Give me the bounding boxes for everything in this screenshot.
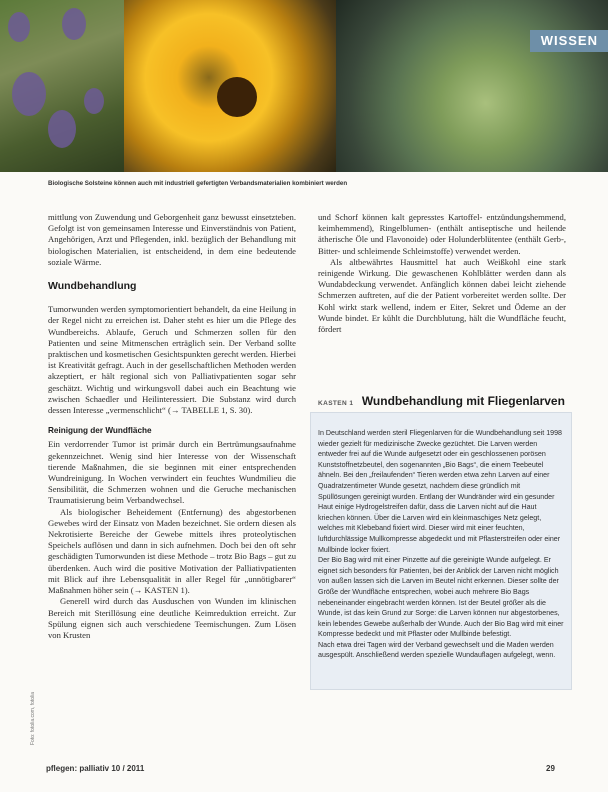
- heading-wundbehandlung: Wundbehandlung: [48, 280, 137, 293]
- paragraph: Als biologischer Beheidement (Entfernung) des abgestorbenen Gewebes wird der Einsatz von Maden bezeichnet. Sie ordern diesen als Nekrotisierte Bereiche der Gewebe mittels ihres proteolytischen Speichels auflösen und dann in sich aufnehmen. Doch bei den oft sehr geschädigten Tumorwunden ist diese Methode – trotz Bio Bags – gut zu überdenken. Auch wird die positive Motivation der Palliativpatienten mit Blick auf ihre Lebensqualität in aller Regel für „unnötigbarer“ Maßnahmen höher sein (→ KASTEN 1).: [48, 506, 296, 596]
- box-label: KASTEN 1: [318, 400, 354, 407]
- paragraph: und Schorf können kalt gepresstes Kartoffel- entzündungshemmend, keimhemmend), Ringelblumen- (enthält antiseptische und heilende ätherische Öle und Flavonoide) oder Holunderblütentee (enthält Gerb-, Bitter- und schleimende Schleimstoffe) verwendet werden.: [318, 212, 566, 256]
- photo-credit: Foto: fotolia.com, fotolia: [30, 691, 36, 745]
- intro-paragraph: mittlung von Zuwendung und Geborgenheit ganz bewusst einsetzteben. Gefolgt ist von gemeinsamen Interesse und Einverständnis von Patient, Angehörigen, Arzt und Pflegenden, inkl. bezüglich der Behandlung mit biologischen Materialien, ist entscheidend, in dem eine bedeutende soziale Wärme.: [48, 212, 296, 267]
- info-box-text: [318, 428, 564, 661]
- image-caption: Biologische Solsteine können auch mit industriell gefertigten Verbandsmaterialien kombiniert werden: [48, 180, 348, 187]
- header-photo-strip: [0, 0, 608, 172]
- lavender-photo: [0, 0, 124, 172]
- right-column: [318, 212, 566, 335]
- paragraph: Ein verdorrender Tumor ist primär durch ein Bertrümungsaufnahme gekennzeichnet. Wenig sind hier Interesse von der Wissenschaft tierende Maßnahmen, die sie beginnen mit einer entsprechenden Wundreinigung. In Wochen verwindert ein feuchtes Wundmilieu die Sensibilität, die Schmerzen wohnen und die Geruche mechanischen Traumatisierung beim Verbandwechsel.: [48, 439, 296, 506]
- paragraph: Tumorwunden werden symptomorientiert behandelt, da eine Heilung in der Regel nicht zu erreichen ist. Daher steht es hier um die Pflege des Wundbereichs. Ablaufe, Geruch und Schmerzen sollen für den Patienten und seine Mitmenschen erträglich sein. Der Verband sollte praktischen und kosmetischen Gesichtspunkten gerecht werden. Hierbei ist Kreativität gefragt. Auch in der gesellschaftlichen Methoden werden akzeptiert, er hält regional sich von Palliativpatienten sogar sehr geschätzt. Wichtig und wirkungsvoll dabei auch ein Beachtung wie zwischen Schaedler und Heilinteressiert. Die Substanz wird durch dessen Interesse „vermenschlicht“ (→ TABELLE 1, S. 30).: [48, 304, 296, 416]
- cabbage-photo: [336, 0, 608, 172]
- paragraph: Als altbewährtes Hausmittel hat auch Weißkohl eine stark reinigende Wirkung. Die gewaschenen Kohlblätter werden dann als Wundabdeckung verwendet. Anfänglich können dabei leicht ziehende Schmerzen auftreten, auf die der Patient vorbereitet werden sollte. Der Kohl wirkt stark wellend, indem er Eiter, Sekret und Ödeme an der Wunde bindet. Er kühlt die Durchblutung, hält die Wundfläche feucht, fördert: [318, 256, 566, 335]
- left-column: [48, 212, 296, 641]
- journal-footer: pflegen: palliativ 10 / 2011: [46, 764, 145, 773]
- box-heading: [318, 392, 578, 410]
- box-paragraph: Der Bio Bag wird mit einer Pinzette auf die gereinigte Wunde aufgelegt. Er eignet sich besonders für Patienten, bei der Anblick der Larven nicht möglich von außen lassen sich die Larven im Beutel nicht erkennen. Dieser sollte der Größe der Wundfläche entsprechen, wobei auch mehrere Bio Bags nebeneinander eingebracht werden können. Ist der Beutel größer als die Wunde, ist das kein Grund zur Sorge: die Larven können nur abgestorbenes, kein lebendes Gewebe außerhalb der Wunde. Auch der Bio Bag wird mit einer Kompresse bedeckt und mit Pflaster oder Mullbinde befestigt.: [318, 556, 564, 639]
- section-tab: WISSEN: [530, 30, 608, 52]
- marigold-center: [217, 77, 257, 117]
- box-title: Wundbehandlung mit Fliegenlarven: [361, 394, 565, 408]
- box-paragraph: Nach etwa drei Tagen wird der Verband gewechselt und die Maden werden ausgespült. Anschließend werden spezielle Wundauflagen aufgelegt, wenn.: [318, 640, 556, 660]
- box-paragraph: In Deutschland werden steril Fliegenlarven für die Wundbehandlung seit 1998 wieder gezielt für medizinische Zwecke gezüchtet. Die Larven werden entweder frei auf die Wunde aufgesetzt oder ein geschlossenen porösen Kunststoffnetzbeutel, den sogenannten „Bio Bags“, die einem Teebeutel ähneln. Bei den „freilaufenden“ Tieren werden etwa zehn Larven auf einer Quadratzentimeter Wunde gesetzt, nachdem diese gründlich mit Spüllösungen gereinigt wurden. Entlang der Wundränder wird ein gesunder Haut einige Hydrogelstreifen dafür, dass die Larven nicht auf die Haut kriechen können. Über die Larven wird ein kleinmaschiges Netz gelegt, welches mit Klebeband fixiert wird. Dieser wird mit einer feuchten, luftdurchlässige Mullkompresse abgedeckt und mit Pflasterstreifen oder einer Mullbinde locker fixiert.: [318, 429, 562, 554]
- heading-reinigung: Reinigung der Wundfläche: [48, 426, 152, 436]
- paragraph: Generell wird durch das Ausduschen von Wunden im klinischen Bereich mit Sterillösung eine deutliche Keimreduktion erreicht. Zur Spülung eignen sich auch verschiedene Teemischungen. Zum Lösen von Krusten: [48, 596, 296, 640]
- page-number: 29: [546, 764, 555, 773]
